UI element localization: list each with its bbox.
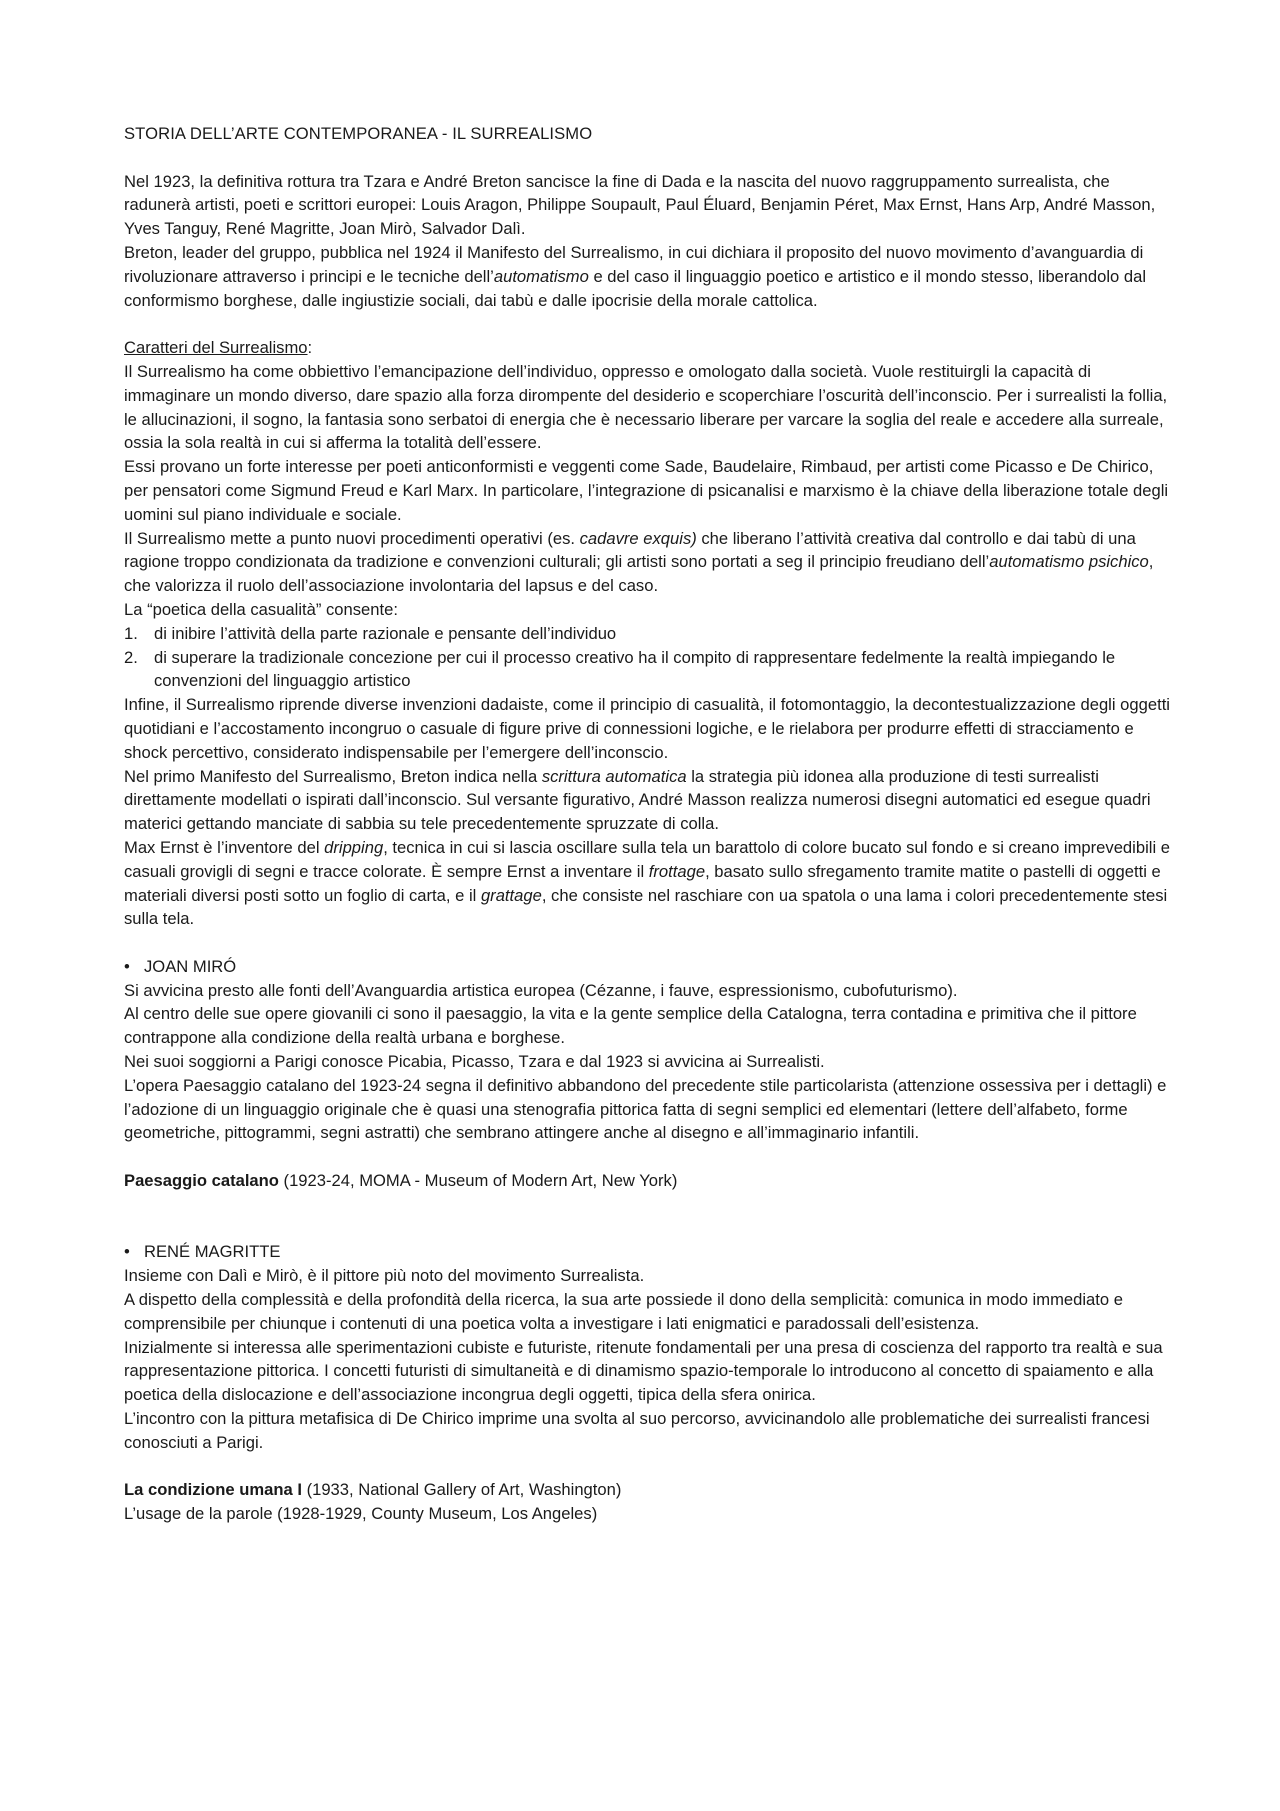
bullet-icon: • [124, 1242, 130, 1262]
magritte-line-3: Inizialmente si interessa alle sperimentazioni cubiste e futuriste, ritenute fondamentali per una presa di coscienza del rapporto tra realtà e sua rappresentazione pittorica. I concetti futuristi di simultaneità e di dinamismo spazio-temporale lo introducono al concetto di spaiamento e alla poetica della dislocazione e dell’associazione incongrua degli oggetti, tipica della sfera onirica. [124, 1337, 1163, 1405]
caratteri-paragraph-7: Max Ernst è l’inventore del dripping, tecnica in cui si lascia oscillare sulla tela un barattolo di colore bucato sul fondo e si creano imprevedibili e casuali grovigli di segni e tracce colorate. È sempre Ernst a inventare il frottage, basato sullo sfregamento tramite matite o pastelli di oggetti e materiali diversi posti sotto un foglio di carta, e il grattage, che consiste nel raschiare con ua spatola o una lama i colori precedentemente stesi sulla tela. [124, 837, 1170, 929]
magritte-line-2: A dispetto della complessità e della profondità della ricerca, la sua arte possiede il dono della semplicità: comunica in modo immediato e comprensibile per chiunque i contenuti di una poetica volta a investigare i lati enigmatici e paradossali dell’esistenza. [124, 1290, 1123, 1333]
intro-paragraph-1: Nel 1923, la definitiva rottura tra Tzara e André Breton sancisce la fine di Dada e la nascita del nuovo raggruppamento surrealista, che radunerà artisti, poeti e scrittori europei: Louis Aragon, Philippe Soupault, Paul Éluard, Benjamin Péret, Max Ernst, Hans Arp, André Masson, Yves Tanguy, René Magritte, Joan Mirò, Salvador Dalì. [124, 171, 1156, 239]
caratteri-paragraph-2: Essi provano un forte interesse per poeti anticonformisti e veggenti come Sade, Baudelaire, Rimbaud, per artisti come Picasso e De Chirico, per pensatori come Sigmund Freud e Karl Marx. In particolare, l’integrazione di psicanalisi e marxismo è la chiave della liberazione totale degli uomini sul piano individuale e sociale. [124, 457, 1169, 524]
caratteri-paragraph-1: Il Surrealismo ha come obbiettivo l’emancipazione dell’individuo, oppresso e omologato dalla società. Vuole restituirgli la capacità di immaginare un mondo diverso, dare spazio alla forza dirompente del desiderio e scoperchiare l’oscurità dell’inconscio. Per i surrealisti la follia, le allucinazioni, il sogno, la fantasia sono serbatoi di energia che è necessario liberare per varcare la soglia del reale e accedere alla surreale, ossia la sola realtà in cui si afferma la totalità dell’essere. [124, 361, 1168, 453]
magritte-line-1: Insieme con Dalì e Mirò, è il pittore più noto del movimento Surrealista. [124, 1266, 645, 1286]
miro-line-4: L’opera Paesaggio catalano del 1923-24 segna il definitivo abbandono del precedente stile particolarista (attenzione ossessiva per i dettagli) e l’adozione di un linguaggio originale che è quasi una stenografia pittorica fatta di segni semplici ed elementari (lettere dell’alfabeto, forme geometriche, pittogrammi, segni astratti) che sembrano attingere anche al disegno e all’immaginario infantili. [124, 1075, 1167, 1143]
magritte-heading: • RENÉ MAGRITTE [124, 1240, 1174, 1264]
document-page [124, 122, 1174, 1526]
caratteri-paragraph-6: Nel primo Manifesto del Surrealismo, Breton indica nella scrittura automatica la strategia più idonea alla produzione di testi surrealisti direttamente modellati o ispirati dall’inconscio. Sul versante figurativo, André Masson realizza numerosi disegni automatici ed esegue quadri materici gettando manciate di sabbia su tele precedentemente spruzzate di colla. [124, 766, 1151, 834]
caratteri-heading: Caratteri del Surrealismo: [124, 338, 313, 358]
intro-paragraph-2: Breton, leader del gruppo, pubblica nel 1924 il Manifesto del Surrealismo, in cui dichiara il proposito del nuovo movimento d’avanguardia di rivoluzionare attraverso i principi e le tecniche dell’automatismo e del caso il linguaggio poetico e artistico e il mondo stesso, liberandolo dal conformismo borghese, dalle ingiustizie sociali, dai tabù e dalle ipocrisie della morale cattolica. [124, 242, 1147, 310]
miro-line-3: Nei suoi soggiorni a Parigi conosce Picabia, Picasso, Tzara e dal 1923 si avvicina ai Surrealisti. [124, 1052, 825, 1072]
magritte-line-4: L’incontro con la pittura metafisica di De Chirico imprime una svolta al suo percorso, avvicinandolo alle problematiche dei surrealisti francesi conosciuti a Parigi. [124, 1409, 1150, 1452]
miro-line-1: Si avvicina presto alle fonti dell’Avanguardia artistica europea (Cézanne, i fauve, espressionismo, cubofuturismo). [124, 980, 958, 1000]
magritte-work-caption-1: La condizione umana I (1933, National Gallery of Art, Washington) [124, 1480, 622, 1500]
caratteri-paragraph-5: Infine, il Surrealismo riprende diverse invenzioni dadaiste, come il principio di casualità, il fotomontaggio, la decontestualizzazione degli oggetti quotidiani e l’accostamento incongruo o casuale di figure prive di connessioni logiche, e le rielabora per produrre effetti di stracciamento e shock percettivo, considerato indispensabile per l’emergere dell’inconscio. [124, 695, 1170, 762]
miro-heading: • JOAN MIRÓ [124, 955, 1174, 979]
caratteri-paragraph-3: Il Surrealismo mette a punto nuovi procedimenti operativi (es. cadavre exquis) che liberano l’attività creativa dal controllo e dai tabù di una ragione troppo condizionata da tradizione e convenzioni culturali; gli artisti sono portati a seg il principio freudiano dell’automatismo psichico, che valorizza il ruolo dell’associazione involontaria del lapsus e del caso. [124, 528, 1154, 596]
miro-work-caption: Paesaggio catalano (1923-24, MOMA - Museum of Modern Art, New York) [124, 1171, 678, 1191]
miro-line-2: Al centro delle sue opere giovanili ci sono il paesaggio, la vita e la gente semplice della Catalogna, terra contadina e primitiva che il pittore contrappone alla condizione della realtà urbana e borghese. [124, 1004, 1137, 1048]
magritte-work-caption-2: L’usage de la parole (1928-1929, County Museum, Los Angeles) [124, 1504, 598, 1524]
numbered-list [124, 622, 1174, 693]
list-item: 1. di inibire l’attività della parte razionale e pensante dell’individuo [124, 623, 617, 643]
list-item: 2. di superare la tradizionale concezione per cui il processo creativo ha il compito di rappresentare fedelmente la realtà impiegando le convenzioni del linguaggio artistico [124, 647, 1116, 691]
bullet-icon: • [124, 956, 130, 976]
caratteri-paragraph-4: La “poetica della casualità” consente: [124, 599, 398, 619]
document-title: STORIA DELL’ARTE CONTEMPORANEA - IL SURREALISMO [124, 124, 593, 143]
